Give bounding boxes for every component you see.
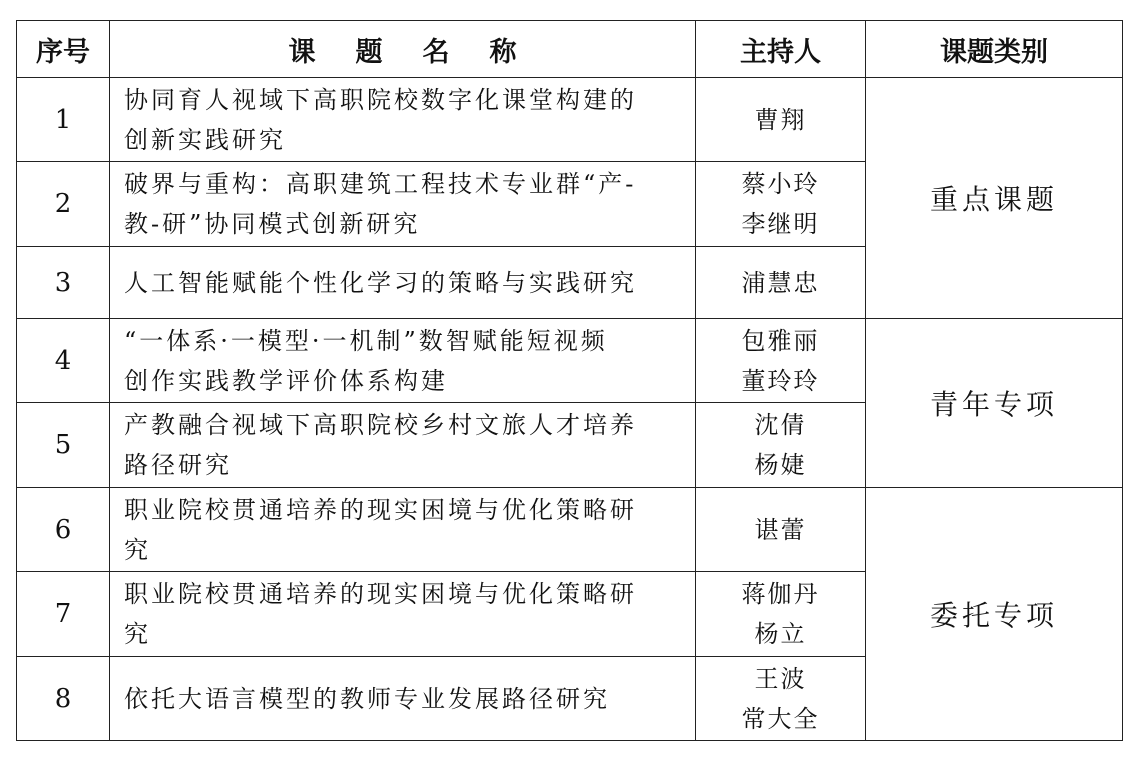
title-line: 创新实践研究 (124, 125, 286, 154)
title-line: 人工智能赋能个性化学习的策略与实践研究 (124, 268, 637, 297)
title-line: 依托大语言模型的教师专业发展路径研究 (124, 684, 610, 713)
host-name: 杨婕 (754, 451, 807, 479)
project-table (16, 20, 1123, 741)
row-index: 4 (17, 319, 110, 403)
row-index: 3 (17, 247, 110, 319)
project-title (110, 247, 696, 319)
host-name: 李继明 (741, 210, 820, 238)
project-title (110, 78, 696, 162)
table-row (17, 78, 1123, 162)
project-title (110, 403, 696, 488)
header-index: 序号 (17, 21, 110, 78)
row-index: 6 (17, 488, 110, 572)
row-index: 2 (17, 162, 110, 247)
header-row (17, 21, 1123, 78)
title-line: 协同育人视域下高职院校数字化课堂构建的 (124, 85, 637, 114)
title-line: 究 (124, 620, 151, 648)
project-title (110, 657, 696, 741)
host-name: 沈倩 (754, 411, 807, 439)
host-cell (696, 403, 866, 488)
host-cell (696, 657, 866, 741)
title-line: “一体系·一模型·一机制”数智赋能短视频 (124, 326, 608, 355)
project-title (110, 162, 696, 247)
title-line: 破界与重构：高职建筑工程技术专业群“产- (124, 170, 637, 198)
host-cell (696, 572, 866, 657)
host-name: 浦慧忠 (741, 268, 820, 297)
host-name: 杨立 (754, 620, 807, 648)
host-name: 谌蕾 (754, 515, 807, 544)
row-index: 5 (17, 403, 110, 488)
row-index: 1 (17, 78, 110, 162)
table-row (17, 319, 1123, 403)
category-key: 重点课题 (866, 78, 1123, 319)
host-cell (696, 319, 866, 403)
host-cell (696, 78, 866, 162)
project-title (110, 572, 696, 657)
title-line: 职业院校贯通培养的现实困境与优化策略研 (124, 580, 637, 608)
host-cell (696, 162, 866, 247)
row-index: 7 (17, 572, 110, 657)
category-youth: 青年专项 (866, 319, 1123, 488)
host-name: 包雅丽 (741, 326, 820, 355)
project-title (110, 488, 696, 572)
host-name: 蔡小玲 (741, 170, 820, 198)
host-cell (696, 488, 866, 572)
title-line: 究 (124, 535, 151, 564)
header-category: 课题类别 (866, 21, 1123, 78)
project-title (110, 319, 696, 403)
title-line: 职业院校贯通培养的现实困境与优化策略研 (124, 495, 637, 524)
host-name: 常大全 (741, 704, 820, 733)
host-name: 董玲玲 (741, 366, 820, 395)
table-row (17, 488, 1123, 572)
host-name: 蒋伽丹 (741, 580, 820, 608)
host-cell (696, 247, 866, 319)
header-title: 课题名称 (110, 21, 696, 78)
host-name: 曹翔 (754, 105, 807, 134)
title-line: 教-研”协同模式创新研究 (124, 210, 421, 238)
title-line: 创作实践教学评价体系构建 (124, 366, 448, 395)
header-host: 主持人 (696, 21, 866, 78)
category-commissioned: 委托专项 (866, 488, 1123, 741)
host-name: 王波 (754, 664, 807, 693)
row-index: 8 (17, 657, 110, 741)
title-line: 路径研究 (124, 451, 232, 479)
title-line: 产教融合视域下高职院校乡村文旅人才培养 (124, 411, 637, 439)
